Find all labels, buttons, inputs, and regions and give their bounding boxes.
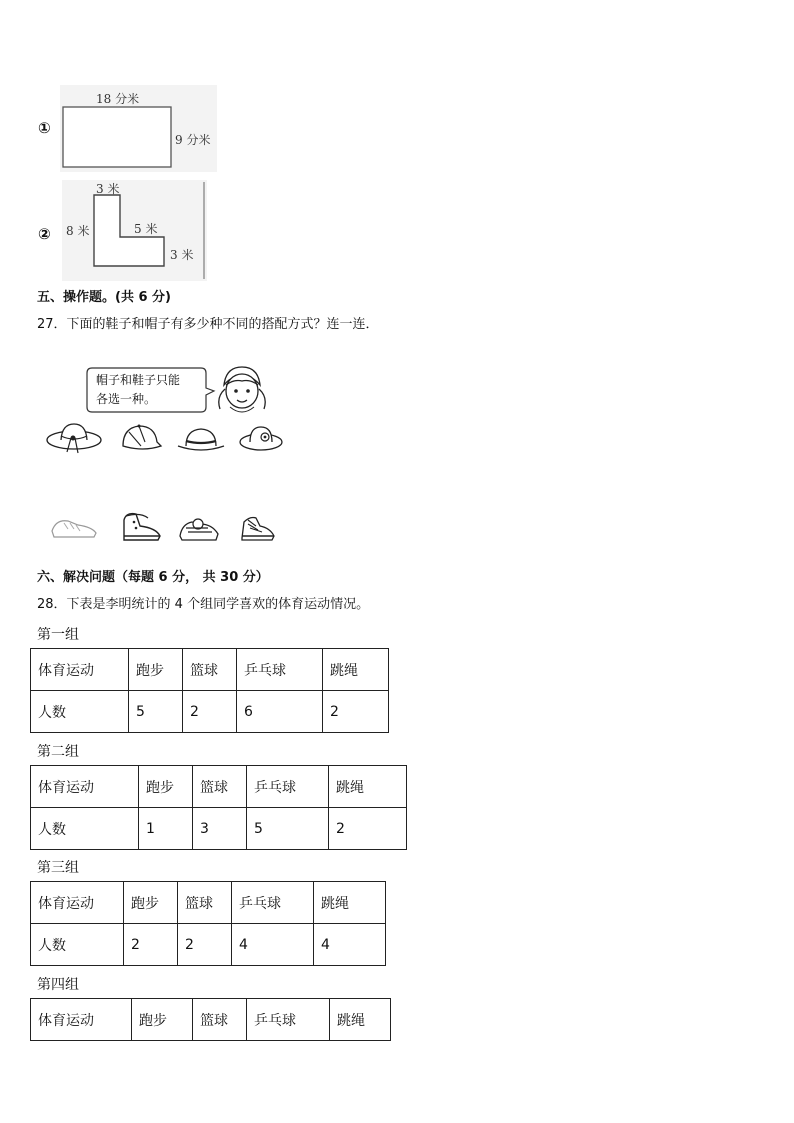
table-cell: 4 xyxy=(314,924,386,966)
table-cell: 篮球 xyxy=(183,649,237,691)
table-cell: 人数 xyxy=(31,691,129,733)
figure-2-l-shape xyxy=(62,180,207,281)
group-1-table xyxy=(30,648,389,733)
table-cell: 人数 xyxy=(31,924,124,966)
table-cell: 3 xyxy=(193,808,247,850)
hat-2-icon[interactable] xyxy=(119,420,163,458)
group-3-table xyxy=(30,881,386,966)
group-2-table xyxy=(30,765,407,850)
group-3-title: 第三组 xyxy=(37,860,79,876)
hat-1-icon[interactable] xyxy=(45,418,103,458)
table-cell: 跑步 xyxy=(129,649,183,691)
table-row xyxy=(31,924,386,966)
table-cell: 2 xyxy=(178,924,232,966)
group-1-title: 第一组 xyxy=(37,627,79,643)
table-cell: 跑步 xyxy=(139,766,193,808)
figure-1-marker: ① xyxy=(38,119,51,137)
table-cell: 跑步 xyxy=(132,999,193,1041)
table-cell: 5 xyxy=(129,691,183,733)
table-cell: 2 xyxy=(323,691,389,733)
table-cell: 人数 xyxy=(31,808,139,850)
table-cell: 跳绳 xyxy=(314,882,386,924)
table-cell: 2 xyxy=(329,808,407,850)
shoe-2-icon[interactable] xyxy=(116,508,164,544)
shoe-1-icon[interactable] xyxy=(48,511,100,541)
question-27: 27．下面的鞋子和帽子有多少种不同的搭配方式？连一连． xyxy=(37,317,379,332)
speech-bubble xyxy=(86,366,216,414)
table-row xyxy=(31,766,407,808)
table-cell: 6 xyxy=(237,691,323,733)
hat-4-icon[interactable] xyxy=(238,420,284,456)
figure-2-top-label: 3 米 xyxy=(96,182,120,196)
table-cell: 乒乓球 xyxy=(247,999,330,1041)
table-cell: 2 xyxy=(183,691,237,733)
section-5-heading: 五、操作题。(共 6 分) xyxy=(37,290,171,305)
table-row xyxy=(31,882,386,924)
figure-1-rectangle xyxy=(60,85,217,172)
table-cell: 4 xyxy=(232,924,314,966)
figure-2-inner-label: 5 米 xyxy=(134,222,158,236)
section-6-heading: 六、解决问题（每题 6 分， 共 30 分） xyxy=(37,570,269,585)
figure-1-top-label: 18 分米 xyxy=(96,92,140,106)
table-cell: 体育运动 xyxy=(31,882,124,924)
table-cell: 跑步 xyxy=(124,882,178,924)
table-cell: 篮球 xyxy=(193,766,247,808)
girl-illustration xyxy=(212,363,270,419)
table-cell: 乒乓球 xyxy=(237,649,323,691)
table-cell: 跳绳 xyxy=(323,649,389,691)
table-cell: 跳绳 xyxy=(329,766,407,808)
figure-2-marker: ② xyxy=(38,225,51,243)
figure-1-right-label: 9 分米 xyxy=(175,133,211,147)
table-cell: 篮球 xyxy=(193,999,247,1041)
question-28: 28．下表是李明统计的 4 个组同学喜欢的体育运动情况。 xyxy=(37,597,370,612)
table-cell: 体育运动 xyxy=(31,649,129,691)
shoe-4-icon[interactable] xyxy=(236,510,278,544)
table-cell: 篮球 xyxy=(178,882,232,924)
table-row xyxy=(31,649,389,691)
table-cell: 体育运动 xyxy=(31,766,139,808)
shoe-3-icon[interactable] xyxy=(176,510,222,544)
hat-3-icon[interactable] xyxy=(176,424,226,454)
table-cell: 体育运动 xyxy=(31,999,132,1041)
figure-2-bottom-label: 3 米 xyxy=(170,248,194,262)
table-cell: 2 xyxy=(124,924,178,966)
group-2-title: 第二组 xyxy=(37,744,79,760)
speech-line-2: 各选一种。 xyxy=(96,392,157,406)
table-row xyxy=(31,999,391,1041)
group-4-table xyxy=(30,998,391,1041)
figure-2-left-label: 8 米 xyxy=(66,224,90,238)
table-cell: 乒乓球 xyxy=(232,882,314,924)
table-cell: 1 xyxy=(139,808,193,850)
table-cell: 乒乓球 xyxy=(247,766,329,808)
table-cell: 5 xyxy=(247,808,329,850)
table-row xyxy=(31,691,389,733)
table-row xyxy=(31,808,407,850)
group-4-title: 第四组 xyxy=(37,977,79,993)
table-cell: 跳绳 xyxy=(330,999,391,1041)
speech-line-1: 帽子和鞋子只能 xyxy=(96,373,181,387)
